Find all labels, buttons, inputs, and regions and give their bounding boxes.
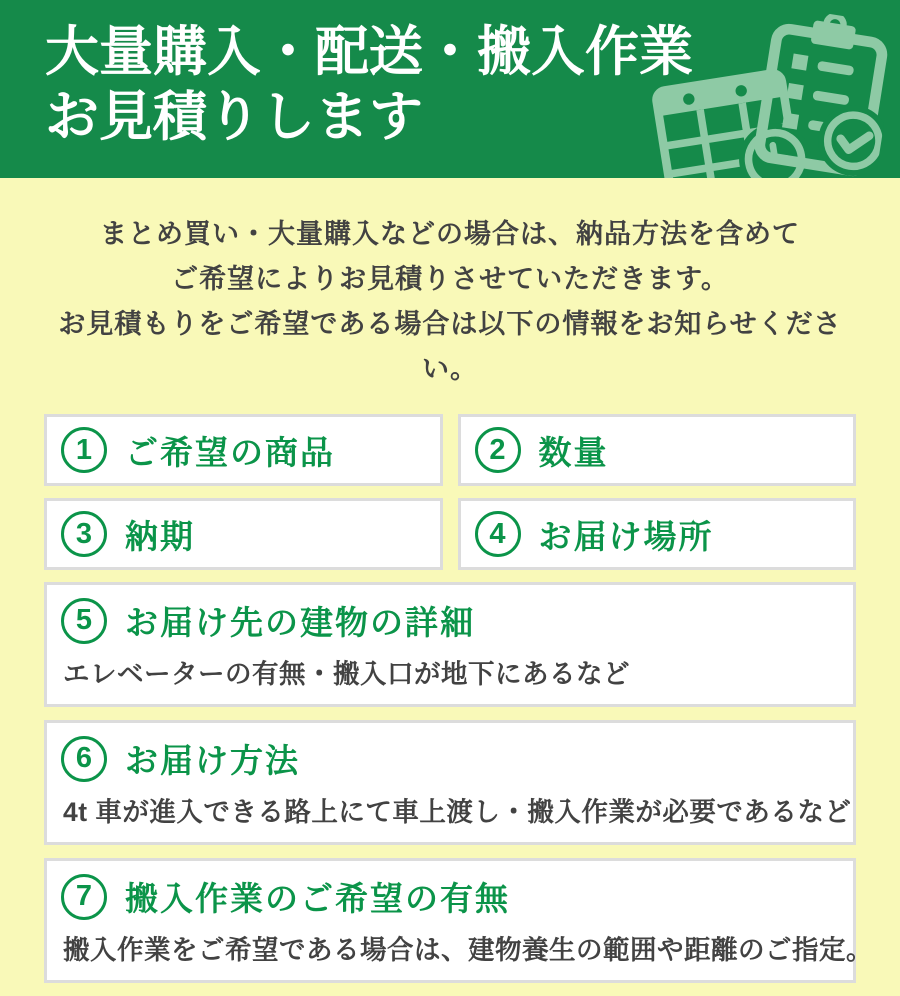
item-head xyxy=(475,427,609,474)
content-area xyxy=(0,178,900,996)
quote-items-grid xyxy=(44,414,856,570)
item-head xyxy=(475,511,714,558)
quote-item-1 xyxy=(44,414,443,486)
page-title-line1: 大量購入・配送・搬入作業 xyxy=(45,22,693,82)
item-note: エレベーターの有無・搬入口が地下にあるなど xyxy=(63,659,630,689)
item-head xyxy=(61,735,837,782)
item-head xyxy=(61,597,837,644)
intro-line-2: ご希望によりお見積りさせていただきます。 xyxy=(171,264,729,294)
item-number-badge: 5 xyxy=(61,598,107,644)
intro-line-1: まとめ買い・大量購入などの場合は、納品方法を含めて xyxy=(100,219,800,249)
intro-text xyxy=(44,212,856,392)
item-title: 搬入作業のご希望の有無 xyxy=(125,880,510,917)
item-title: 納期 xyxy=(125,517,195,555)
item-head xyxy=(61,873,837,920)
item-note: 搬入作業をご希望である場合は、建物養生の範囲や距離のご指定。 xyxy=(63,935,873,965)
page-title xyxy=(45,20,693,150)
quote-item-6 xyxy=(44,720,856,845)
clipboard-check-icon xyxy=(748,5,899,178)
item-title: お届け場所 xyxy=(538,517,714,555)
item-number-badge: 3 xyxy=(61,511,107,557)
item-head xyxy=(61,427,335,474)
header-icons xyxy=(652,12,892,178)
quote-items-detail xyxy=(44,582,873,983)
quote-item-2 xyxy=(458,414,857,486)
header-band xyxy=(0,0,900,178)
item-title: 数量 xyxy=(538,433,609,471)
item-number-badge: 4 xyxy=(475,511,521,557)
item-number-badge: 1 xyxy=(61,427,107,473)
item-head xyxy=(61,511,195,558)
intro-line-3: お見積もりをご希望である場合は以下の情報をお知らせください。 xyxy=(58,309,842,384)
item-number-badge: 6 xyxy=(61,736,107,782)
item-title: お届け先の建物の詳細 xyxy=(125,604,475,641)
quote-item-4 xyxy=(458,498,857,570)
quote-item-5 xyxy=(44,582,856,707)
item-number-badge: 7 xyxy=(61,874,107,920)
item-title: ご希望の商品 xyxy=(125,433,335,471)
item-number-badge: 2 xyxy=(475,427,521,473)
item-note: 4t 車が進入できる路上にて車上渡し・搬入作業が必要であるなど xyxy=(63,797,852,827)
page-title-line2: お見積りします xyxy=(45,87,423,147)
item-title: お届け方法 xyxy=(125,742,300,779)
quote-item-7 xyxy=(44,858,873,983)
quote-item-3 xyxy=(44,498,443,570)
